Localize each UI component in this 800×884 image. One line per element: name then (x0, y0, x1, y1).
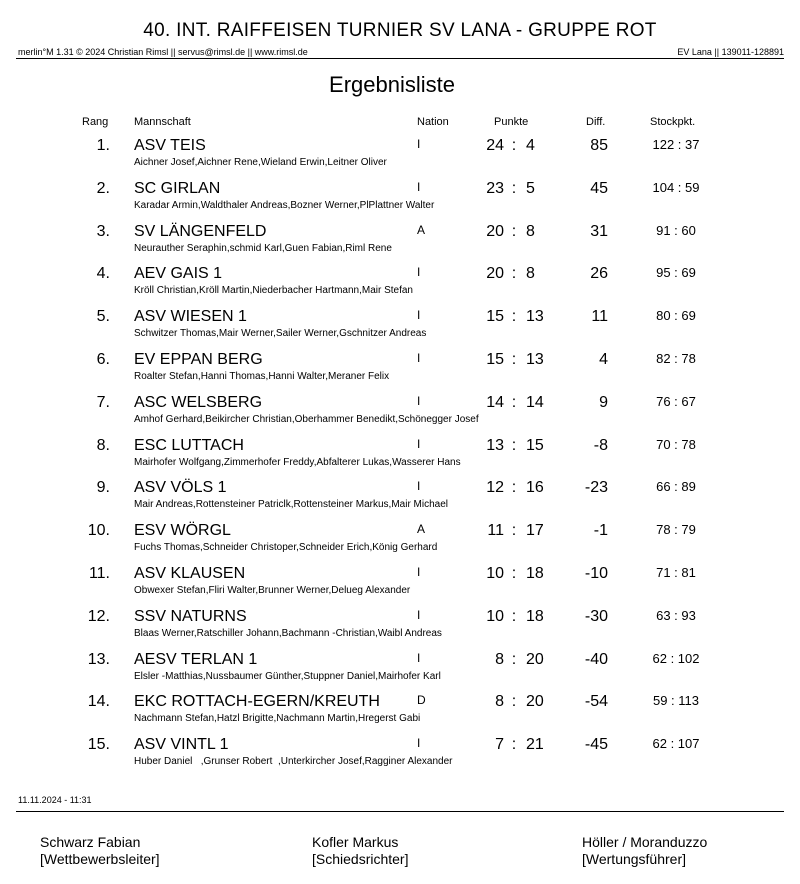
table-row (0, 137, 800, 180)
points-for: 10 (486, 565, 504, 582)
team-players: Blaas Werner,Ratschiller Johann,Bachmann -Christian,Waibl Andreas (134, 627, 442, 639)
signature-role: [Wertungsführer] (582, 851, 687, 867)
team-players: Kröll Christian,Kröll Martin,Niederbacher Hartmann,Mair Stefan (134, 285, 413, 297)
signature-role: [Wettbewerbsleiter] (40, 851, 160, 867)
rank-cell: 1. (96, 137, 110, 154)
diff-cell: -8 (593, 436, 608, 454)
stock-points-cell: 62 : 102 (652, 650, 700, 666)
stock-points-cell: 91 : 60 (656, 222, 696, 238)
points-against: 20 (526, 650, 544, 668)
rank-cell: 13. (87, 650, 110, 668)
stock-points-cell: 78 : 79 (656, 522, 696, 538)
diff-cell: 9 (599, 393, 608, 411)
signature-name: Schwarz Fabian (40, 834, 141, 850)
team-players: Neurauther Seraphin,schmid Karl,Guen Fabian,Riml Rene (134, 242, 392, 254)
column-header-nation: Nation (417, 116, 449, 128)
nation-cell: I (417, 179, 421, 194)
rank-cell: 3. (96, 222, 110, 240)
nation-cell: I (417, 393, 421, 408)
points-separator: : (511, 565, 517, 582)
stock-points-cell: 76 : 67 (656, 393, 696, 409)
team-name: AESV TERLAN 1 (134, 650, 258, 668)
points-against: 4 (526, 137, 535, 154)
team-players: Fuchs Thomas,Schneider Christoper,Schneider Erich,König Gerhard (134, 542, 438, 554)
stock-points-cell: 62 : 107 (652, 736, 700, 752)
team-name: SC GIRLAN (134, 179, 221, 197)
column-header-points: Punkte (494, 116, 529, 128)
points-against: 21 (526, 736, 544, 754)
table-row (0, 736, 800, 779)
points-separator: : (511, 693, 517, 711)
rank-cell: 7. (96, 393, 110, 411)
column-header-diff: Diff. (586, 116, 606, 128)
page-subtitle: Ergebnisliste (329, 72, 455, 97)
points-separator: : (511, 436, 517, 454)
table-row (0, 479, 800, 522)
team-name: SSV NATURNS (134, 607, 247, 625)
rank-cell: 5. (96, 308, 110, 326)
points-for: 13 (486, 436, 504, 454)
nation-cell: I (417, 137, 421, 151)
team-players: Schwitzer Thomas,Mair Werner,Sailer Werner,Gschnitzer Andreas (134, 328, 427, 340)
print-datetime: 11.11.2024 - 11:31 (18, 795, 92, 805)
points-for: 20 (486, 222, 504, 240)
diff-cell: 11 (591, 308, 608, 326)
software-info: merlin°M 1.31 © 2024 Christian Rimsl || servus@rimsl.de || www.rimsl.de (18, 47, 308, 57)
team-players: Mair Andreas,Rottensteiner Patriclk,Rottensteiner Markus,Mair Michael (134, 499, 449, 511)
points-separator: : (511, 265, 517, 283)
signature-role: [Schiedsrichter] (312, 851, 409, 867)
rank-cell: 11. (88, 565, 110, 582)
team-players: Amhof Gerhard,Beikircher Christian,Oberhammer Benedikt,Schönegger Josef (134, 413, 479, 425)
rank-cell: 8. (96, 436, 110, 454)
column-header-stock: Stockpkt. (650, 116, 696, 128)
diff-cell: -30 (584, 607, 608, 625)
table-row (0, 308, 800, 351)
rank-cell: 14. (87, 693, 110, 711)
team-players: Karadar Armin,Waldthaler Andreas,Bozner Werner,PlPlattner Walter (134, 199, 435, 211)
points-against: 15 (526, 436, 544, 454)
stock-points-cell: 59 : 113 (652, 693, 700, 709)
table-row (0, 394, 800, 437)
table-row (0, 693, 800, 736)
table-row (0, 223, 800, 266)
column-header-team: Mannschaft (134, 116, 191, 128)
team-players: Huber Daniel ,Grunser Robert ,Unterkircher Josef,Ragginer Alexander (134, 756, 453, 768)
stock-points-cell: 80 : 69 (656, 308, 696, 324)
team-players: Elsler -Matthias,Nussbaumer Günther,Stuppner Daniel,Mairhofer Karl (134, 670, 441, 682)
points-separator: : (511, 351, 517, 368)
nation-cell: I (417, 265, 421, 280)
signature-competition-manager (40, 834, 160, 868)
points-separator: : (511, 607, 517, 625)
points-for: 15 (486, 308, 504, 326)
points-separator: : (511, 736, 517, 754)
signature-scorekeeper (582, 834, 707, 868)
team-name: ASV VÖLS 1 (134, 479, 227, 497)
diff-cell: 85 (590, 137, 608, 154)
points-for: 11 (487, 522, 504, 540)
stock-points-cell: 122 : 37 (652, 137, 700, 152)
team-name: EKC ROTTACH-EGERN/KREUTH (134, 693, 380, 711)
rank-cell: 12. (87, 607, 110, 625)
table-row (0, 522, 800, 565)
nation-cell: I (417, 607, 421, 622)
stock-points-cell: 95 : 69 (656, 265, 696, 281)
team-name: ESC LUTTACH (134, 436, 244, 454)
document-title: 40. INT. RAIFFEISEN TURNIER SV LANA - GRUPPE ROT (143, 20, 657, 41)
points-against: 18 (526, 607, 544, 625)
stock-points-cell: 63 : 93 (656, 607, 696, 623)
points-against: 14 (526, 393, 544, 411)
points-for: 23 (486, 179, 504, 197)
table-row (0, 351, 800, 394)
nation-cell: I (417, 479, 421, 494)
nation-cell: I (417, 308, 421, 323)
nation-cell: A (417, 522, 426, 537)
footer-divider (16, 811, 784, 812)
stock-points-cell: 71 : 81 (656, 565, 696, 580)
nation-cell: I (417, 650, 421, 665)
team-players: Roalter Stefan,Hanni Thomas,Hanni Walter,Meraner Felix (134, 371, 390, 382)
nation-cell: D (417, 693, 426, 708)
points-for: 12 (486, 479, 504, 497)
stock-points-cell: 104 : 59 (652, 179, 700, 195)
table-row (0, 651, 800, 694)
points-separator: : (511, 179, 517, 197)
table-row (0, 180, 800, 223)
points-against: 17 (526, 522, 544, 540)
points-for: 8 (495, 693, 504, 711)
team-players: Obwexer Stefan,Fliri Walter,Brunner Werner,Delueg Alexander (134, 585, 411, 596)
nation-cell: I (417, 436, 421, 451)
points-separator: : (511, 479, 517, 497)
team-name: EV EPPAN BERG (134, 351, 263, 368)
rank-cell: 9. (96, 479, 110, 497)
diff-cell: 4 (599, 351, 608, 368)
points-for: 20 (486, 265, 504, 283)
points-against: 13 (526, 351, 544, 368)
points-against: 8 (526, 222, 535, 240)
diff-cell: -45 (584, 736, 608, 754)
team-name: ASV WIESEN 1 (134, 308, 247, 326)
points-for: 15 (486, 351, 504, 368)
header-divider (16, 58, 784, 59)
stock-points-cell: 66 : 89 (656, 479, 696, 495)
points-for: 24 (486, 137, 504, 154)
signature-name: Höller / Moranduzzo (582, 834, 708, 850)
points-against: 18 (526, 565, 544, 582)
diff-cell: -1 (593, 522, 608, 540)
team-name: ASV TEIS (134, 137, 206, 154)
points-against: 20 (526, 693, 544, 711)
nation-cell: I (417, 351, 421, 365)
nation-cell: I (417, 736, 421, 751)
rank-cell: 2. (96, 179, 110, 197)
diff-cell: -10 (584, 565, 608, 582)
table-row (0, 437, 800, 480)
signature-referee (312, 834, 408, 868)
points-separator: : (511, 393, 517, 411)
column-header-rank: Rang (82, 116, 109, 128)
points-for: 14 (486, 393, 504, 411)
team-name: ESV WÖRGL (134, 522, 231, 540)
points-against: 16 (526, 479, 544, 497)
signature-name: Kofler Markus (312, 834, 399, 850)
team-players: Aichner Josef,Aichner Rene,Wieland Erwin,Leitner Oliver (134, 157, 387, 168)
team-players: Mairhofer Wolfgang,Zimmerhofer Freddy,Abfalterer Lukas,Wasserer Hans (134, 456, 461, 468)
table-row (0, 265, 800, 308)
points-for: 8 (495, 650, 504, 668)
diff-cell: 26 (590, 265, 608, 283)
stock-points-cell: 82 : 78 (656, 351, 696, 366)
points-against: 5 (526, 179, 535, 197)
diff-cell: -23 (584, 479, 608, 497)
team-name: ASV VINTL 1 (134, 736, 229, 754)
points-for: 10 (486, 607, 504, 625)
team-name: ASV KLAUSEN (134, 565, 246, 582)
rank-cell: 15. (87, 736, 110, 754)
points-separator: : (511, 650, 517, 668)
team-players: Nachmann Stefan,Hatzl Brigitte,Nachmann Martin,Hregerst Gabi (134, 713, 421, 725)
points-separator: : (511, 222, 517, 240)
nation-cell: I (417, 565, 421, 579)
rank-cell: 10. (87, 522, 110, 540)
points-separator: : (511, 308, 517, 326)
stock-points-cell: 70 : 78 (656, 436, 696, 452)
table-row (0, 608, 800, 651)
points-separator: : (511, 522, 517, 540)
rank-cell: 6. (96, 351, 110, 368)
diff-cell: 45 (590, 179, 608, 197)
team-name: SV LÄNGENFELD (134, 222, 267, 240)
nation-cell: A (417, 222, 426, 237)
points-against: 8 (526, 265, 535, 283)
points-against: 13 (526, 308, 544, 326)
diff-cell: -54 (584, 693, 608, 711)
club-info: EV Lana || 139011-128891 (677, 47, 784, 57)
rank-cell: 4. (96, 265, 110, 283)
team-name: ASC WELSBERG (134, 393, 263, 411)
diff-cell: 31 (590, 222, 608, 240)
diff-cell: -40 (584, 650, 608, 668)
team-name: AEV GAIS 1 (134, 265, 223, 283)
points-for: 7 (495, 736, 504, 754)
table-row (0, 565, 800, 608)
points-separator: : (511, 137, 517, 154)
